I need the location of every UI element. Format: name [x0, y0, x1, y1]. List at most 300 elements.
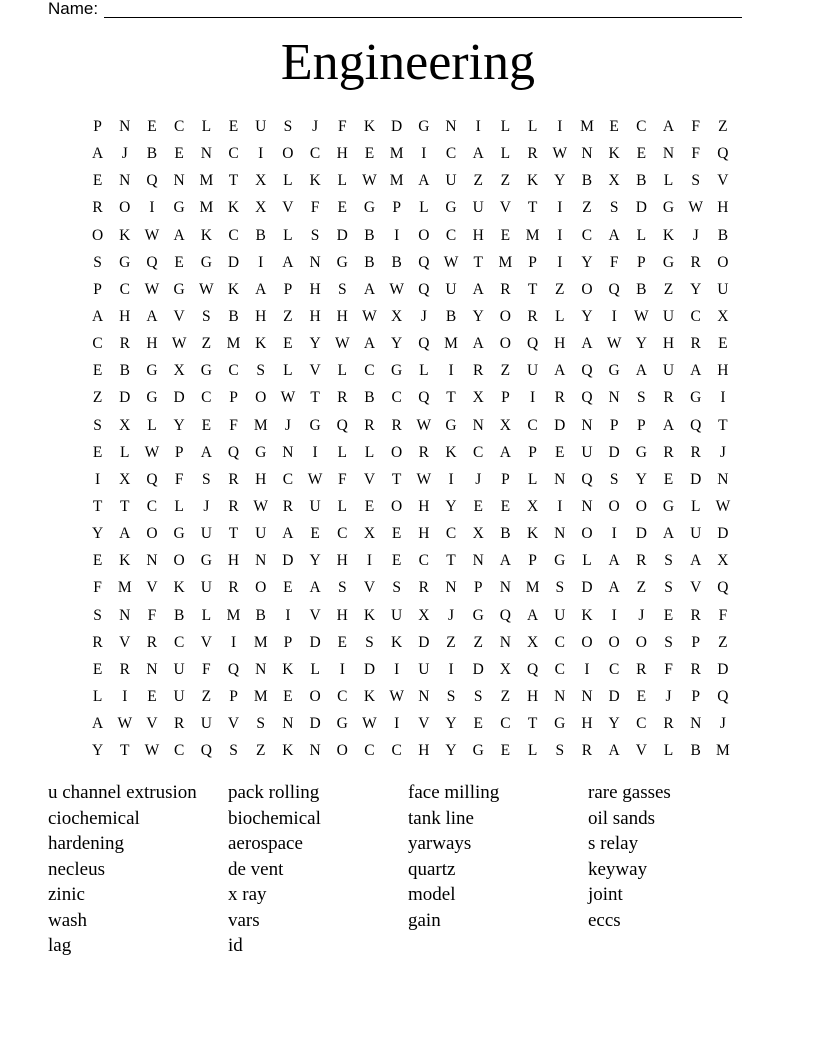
grid-letter[interactable]: J: [121, 145, 128, 163]
grid-letter[interactable]: I: [394, 226, 400, 244]
grid-letter[interactable]: P: [174, 443, 184, 461]
grid-letter[interactable]: M: [389, 145, 404, 163]
grid-letter[interactable]: A: [91, 307, 104, 325]
grid-letter[interactable]: T: [120, 742, 130, 760]
grid-letter[interactable]: C: [228, 226, 239, 244]
grid-letter[interactable]: L: [690, 497, 701, 515]
grid-letter[interactable]: D: [717, 660, 729, 678]
grid-letter[interactable]: L: [364, 443, 375, 461]
grid-letter[interactable]: P: [609, 416, 619, 434]
grid-letter[interactable]: C: [527, 416, 538, 434]
grid-letter[interactable]: S: [691, 172, 701, 190]
grid-letter[interactable]: L: [527, 470, 538, 488]
grid-letter[interactable]: M: [199, 199, 214, 217]
grid-letter[interactable]: W: [144, 443, 160, 461]
grid-letter[interactable]: A: [635, 362, 647, 380]
grid-letter[interactable]: K: [608, 145, 620, 163]
grid-letter[interactable]: O: [499, 307, 511, 325]
grid-letter[interactable]: Q: [227, 443, 240, 461]
grid-letter[interactable]: Z: [555, 280, 565, 298]
grid-letter[interactable]: R: [636, 552, 647, 570]
grid-letter[interactable]: I: [122, 687, 128, 705]
grid-letter[interactable]: D: [690, 470, 702, 488]
grid-letter[interactable]: N: [119, 118, 131, 135]
grid-letter[interactable]: V: [309, 606, 321, 624]
grid-letter[interactable]: L: [283, 172, 293, 190]
grid-letter[interactable]: C: [337, 525, 348, 543]
grid-letter[interactable]: C: [282, 470, 294, 488]
grid-letter[interactable]: E: [500, 226, 511, 244]
grid-letter[interactable]: X: [526, 633, 539, 651]
grid-letter[interactable]: P: [473, 579, 483, 597]
grid-letter[interactable]: I: [394, 660, 400, 678]
grid-letter[interactable]: F: [691, 145, 701, 163]
grid-letter[interactable]: J: [420, 307, 427, 325]
grid-letter[interactable]: H: [336, 307, 348, 325]
grid-letter[interactable]: U: [200, 715, 212, 733]
grid-letter[interactable]: E: [92, 660, 103, 678]
grid-letter[interactable]: X: [391, 307, 403, 325]
grid-letter[interactable]: W: [362, 307, 377, 325]
grid-letter[interactable]: A: [608, 742, 620, 760]
grid-letter[interactable]: K: [282, 742, 294, 760]
grid-letter[interactable]: R: [228, 497, 239, 515]
grid-letter[interactable]: N: [418, 687, 430, 705]
grid-letter[interactable]: J: [312, 118, 319, 135]
grid-letter[interactable]: W: [199, 280, 214, 298]
grid-letter[interactable]: X: [608, 172, 620, 190]
grid-letter[interactable]: Y: [635, 335, 647, 353]
grid-letter[interactable]: J: [448, 606, 455, 624]
grid-letter[interactable]: K: [119, 552, 131, 570]
grid-letter[interactable]: C: [228, 145, 239, 163]
grid-letter[interactable]: Q: [418, 280, 430, 298]
grid-letter[interactable]: I: [611, 525, 617, 543]
grid-letter[interactable]: U: [581, 443, 593, 461]
grid-letter[interactable]: C: [500, 715, 511, 733]
grid-letter[interactable]: Q: [526, 335, 539, 353]
grid-letter[interactable]: W: [389, 280, 404, 298]
grid-letter[interactable]: H: [472, 226, 484, 244]
grid-letter[interactable]: X: [717, 307, 729, 325]
grid-letter[interactable]: G: [363, 199, 376, 217]
grid-letter[interactable]: S: [202, 307, 211, 325]
grid-letter[interactable]: U: [472, 199, 484, 217]
grid-letter[interactable]: A: [608, 579, 620, 597]
grid-letter[interactable]: P: [691, 633, 701, 651]
grid-letter[interactable]: N: [554, 687, 566, 705]
grid-letter[interactable]: P: [691, 687, 701, 705]
grid-letter[interactable]: S: [664, 633, 673, 651]
grid-letter[interactable]: X: [255, 172, 267, 190]
grid-letter[interactable]: V: [146, 715, 158, 733]
grid-letter[interactable]: R: [228, 579, 239, 597]
grid-letter[interactable]: K: [227, 199, 240, 217]
grid-letter[interactable]: K: [662, 226, 675, 244]
grid-letter[interactable]: K: [227, 280, 240, 298]
grid-letter[interactable]: R: [663, 443, 674, 461]
grid-letter[interactable]: L: [663, 172, 674, 190]
grid-letter[interactable]: T: [446, 389, 456, 407]
grid-letter[interactable]: H: [336, 606, 348, 624]
grid-letter[interactable]: C: [554, 633, 565, 651]
grid-letter[interactable]: O: [255, 389, 267, 407]
grid-letter[interactable]: I: [448, 660, 454, 678]
grid-letter[interactable]: O: [282, 145, 294, 163]
grid-letter[interactable]: V: [363, 579, 376, 597]
grid-letter[interactable]: T: [718, 416, 728, 434]
grid-letter[interactable]: A: [282, 253, 294, 271]
grid-letter[interactable]: E: [391, 525, 402, 543]
grid-letter[interactable]: Q: [227, 660, 240, 678]
grid-letter[interactable]: V: [690, 579, 702, 597]
grid-letter[interactable]: E: [609, 118, 619, 135]
grid-letter[interactable]: C: [418, 552, 430, 570]
grid-letter[interactable]: A: [472, 335, 484, 353]
grid-letter[interactable]: X: [418, 606, 430, 624]
grid-letter[interactable]: M: [199, 172, 214, 190]
grid-letter[interactable]: C: [636, 715, 647, 733]
grid-letter[interactable]: W: [117, 715, 133, 733]
grid-letter[interactable]: S: [664, 552, 673, 570]
grid-letter[interactable]: B: [500, 525, 511, 543]
grid-letter[interactable]: I: [584, 660, 590, 678]
grid-letter[interactable]: J: [284, 416, 291, 434]
grid-letter[interactable]: T: [527, 715, 538, 733]
grid-letter[interactable]: B: [364, 253, 375, 271]
grid-letter[interactable]: N: [445, 579, 457, 597]
grid-letter[interactable]: L: [120, 443, 130, 461]
grid-letter[interactable]: H: [581, 715, 593, 733]
grid-letter[interactable]: S: [256, 362, 266, 380]
grid-letter[interactable]: B: [636, 172, 647, 190]
grid-letter[interactable]: H: [418, 742, 430, 760]
grid-letter[interactable]: J: [475, 470, 482, 488]
grid-letter[interactable]: B: [690, 742, 701, 760]
grid-letter[interactable]: L: [174, 497, 184, 515]
grid-letter[interactable]: M: [525, 579, 540, 597]
grid-letter[interactable]: E: [283, 687, 293, 705]
grid-letter[interactable]: V: [146, 579, 158, 597]
grid-letter[interactable]: S: [392, 579, 401, 597]
grid-letter[interactable]: C: [173, 742, 185, 760]
grid-letter[interactable]: W: [443, 253, 459, 271]
grid-letter[interactable]: R: [228, 470, 239, 488]
grid-letter[interactable]: C: [364, 742, 375, 760]
grid-letter[interactable]: N: [200, 145, 212, 163]
grid-letter[interactable]: C: [119, 280, 130, 298]
grid-letter[interactable]: O: [146, 525, 158, 543]
grid-letter[interactable]: B: [636, 280, 647, 298]
grid-letter[interactable]: F: [93, 579, 102, 597]
grid-letter[interactable]: Q: [200, 742, 212, 760]
grid-letter[interactable]: G: [662, 199, 675, 217]
grid-letter[interactable]: W: [171, 335, 187, 353]
grid-letter[interactable]: F: [718, 606, 728, 624]
grid-letter[interactable]: R: [690, 335, 701, 353]
grid-letter[interactable]: X: [717, 552, 729, 570]
grid-letter[interactable]: P: [528, 443, 537, 461]
grid-letter[interactable]: H: [418, 525, 430, 543]
grid-letter[interactable]: N: [499, 579, 511, 597]
grid-letter[interactable]: I: [720, 389, 726, 407]
grid-letter[interactable]: K: [363, 687, 376, 705]
grid-letter[interactable]: L: [527, 742, 538, 760]
grid-letter[interactable]: C: [309, 145, 321, 163]
grid-letter[interactable]: D: [608, 687, 620, 705]
grid-letter[interactable]: T: [446, 552, 456, 570]
grid-letter[interactable]: I: [475, 118, 481, 135]
grid-letter[interactable]: W: [144, 280, 160, 298]
grid-letter[interactable]: A: [363, 280, 376, 298]
grid-letter[interactable]: K: [526, 172, 539, 190]
grid-letter[interactable]: G: [418, 118, 430, 135]
grid-letter[interactable]: I: [312, 443, 318, 461]
grid-letter[interactable]: E: [555, 443, 565, 461]
grid-letter[interactable]: U: [173, 660, 185, 678]
grid-letter[interactable]: R: [690, 443, 701, 461]
grid-letter[interactable]: A: [309, 579, 321, 597]
grid-letter[interactable]: Y: [445, 715, 457, 733]
grid-letter[interactable]: N: [499, 633, 511, 651]
grid-letter[interactable]: U: [255, 525, 267, 543]
grid-letter[interactable]: B: [255, 606, 266, 624]
grid-letter[interactable]: G: [146, 362, 158, 380]
grid-letter[interactable]: O: [255, 579, 267, 597]
grid-letter[interactable]: L: [201, 118, 212, 135]
grid-letter[interactable]: N: [146, 660, 158, 678]
grid-letter[interactable]: E: [364, 497, 375, 515]
grid-letter[interactable]: G: [200, 552, 212, 570]
grid-letter[interactable]: O: [608, 633, 620, 651]
grid-letter[interactable]: R: [690, 606, 701, 624]
grid-letter[interactable]: K: [445, 443, 457, 461]
grid-letter[interactable]: B: [364, 226, 375, 244]
grid-letter[interactable]: W: [606, 335, 622, 353]
grid-letter[interactable]: Q: [418, 335, 430, 353]
grid-letter[interactable]: L: [500, 118, 511, 135]
grid-letter[interactable]: A: [499, 443, 511, 461]
grid-letter[interactable]: Q: [690, 416, 702, 434]
grid-letter[interactable]: W: [552, 145, 568, 163]
grid-letter[interactable]: G: [554, 552, 566, 570]
grid-letter[interactable]: V: [119, 633, 131, 651]
grid-letter[interactable]: D: [581, 579, 593, 597]
grid-letter[interactable]: Z: [582, 199, 592, 217]
grid-letter[interactable]: P: [392, 199, 401, 217]
grid-letter[interactable]: I: [149, 199, 155, 217]
grid-letter[interactable]: D: [309, 633, 321, 651]
grid-letter[interactable]: H: [309, 280, 321, 298]
grid-letter[interactable]: L: [527, 118, 538, 135]
grid-letter[interactable]: I: [366, 552, 373, 570]
grid-letter[interactable]: V: [227, 715, 240, 733]
grid-letter[interactable]: U: [662, 307, 675, 325]
grid-letter[interactable]: M: [117, 579, 132, 597]
grid-letter[interactable]: R: [663, 389, 674, 407]
grid-letter[interactable]: U: [418, 660, 430, 678]
grid-letter[interactable]: L: [201, 606, 212, 624]
grid-letter[interactable]: F: [337, 118, 347, 135]
grid-letter[interactable]: H: [717, 199, 729, 217]
grid-letter[interactable]: H: [119, 307, 131, 325]
grid-letter[interactable]: C: [146, 497, 158, 515]
grid-letter[interactable]: S: [555, 742, 565, 760]
grid-letter[interactable]: O: [391, 497, 403, 515]
grid-letter[interactable]: T: [527, 199, 538, 217]
grid-letter[interactable]: L: [419, 362, 429, 380]
grid-letter[interactable]: R: [527, 145, 538, 163]
grid-letter[interactable]: S: [609, 470, 619, 488]
grid-letter[interactable]: K: [363, 606, 376, 624]
grid-letter[interactable]: X: [472, 389, 484, 407]
grid-letter[interactable]: R: [581, 742, 593, 760]
grid-letter[interactable]: L: [92, 687, 103, 705]
grid-letter[interactable]: Q: [581, 470, 593, 488]
grid-letter[interactable]: P: [229, 389, 238, 407]
grid-letter[interactable]: U: [445, 280, 457, 298]
grid-letter[interactable]: S: [637, 389, 646, 407]
grid-letter[interactable]: T: [228, 172, 239, 190]
grid-letter[interactable]: U: [445, 172, 457, 190]
grid-letter[interactable]: T: [228, 525, 239, 543]
grid-letter[interactable]: Y: [690, 280, 702, 298]
grid-letter[interactable]: M: [226, 606, 241, 624]
grid-letter[interactable]: Q: [717, 145, 729, 163]
grid-letter[interactable]: O: [717, 253, 729, 271]
grid-letter[interactable]: Q: [336, 416, 348, 434]
grid-letter[interactable]: N: [554, 470, 566, 488]
grid-letter[interactable]: Y: [581, 307, 593, 325]
grid-letter[interactable]: S: [93, 606, 102, 624]
grid-letter[interactable]: T: [391, 470, 402, 488]
grid-letter[interactable]: D: [173, 389, 185, 407]
grid-letter[interactable]: G: [309, 416, 321, 434]
grid-letter[interactable]: H: [717, 362, 729, 380]
grid-letter[interactable]: C: [473, 443, 484, 461]
grid-letter[interactable]: A: [499, 552, 511, 570]
grid-letter[interactable]: R: [527, 307, 538, 325]
grid-letter[interactable]: C: [445, 145, 457, 163]
grid-letter[interactable]: R: [690, 253, 701, 271]
grid-letter[interactable]: P: [283, 280, 293, 298]
grid-letter[interactable]: K: [200, 226, 212, 244]
grid-letter[interactable]: R: [119, 660, 130, 678]
grid-letter[interactable]: R: [146, 633, 158, 651]
grid-letter[interactable]: E: [391, 552, 402, 570]
grid-letter[interactable]: A: [200, 443, 212, 461]
grid-letter[interactable]: S: [365, 633, 374, 651]
grid-letter[interactable]: U: [200, 579, 212, 597]
grid-letter[interactable]: G: [173, 280, 185, 298]
grid-letter[interactable]: N: [282, 443, 294, 461]
grid-letter[interactable]: P: [637, 253, 646, 271]
grid-letter[interactable]: C: [92, 335, 103, 353]
grid-letter[interactable]: A: [608, 226, 620, 244]
grid-letter[interactable]: G: [200, 253, 212, 271]
grid-letter[interactable]: N: [472, 416, 484, 434]
grid-letter[interactable]: U: [662, 362, 675, 380]
grid-letter[interactable]: A: [662, 416, 675, 434]
grid-letter[interactable]: C: [391, 742, 402, 760]
grid-letter[interactable]: K: [119, 226, 131, 244]
grid-letter[interactable]: A: [526, 606, 539, 624]
grid-letter[interactable]: R: [92, 633, 103, 651]
grid-letter[interactable]: B: [228, 307, 239, 325]
grid-letter[interactable]: Q: [608, 280, 620, 298]
grid-letter[interactable]: S: [446, 687, 456, 705]
grid-letter[interactable]: C: [364, 362, 375, 380]
grid-letter[interactable]: M: [253, 633, 268, 651]
grid-letter[interactable]: R: [418, 443, 430, 461]
grid-letter[interactable]: R: [119, 335, 130, 353]
grid-letter[interactable]: A: [608, 552, 620, 570]
grid-letter[interactable]: O: [635, 633, 647, 651]
grid-letter[interactable]: E: [174, 253, 184, 271]
grid-letter[interactable]: A: [146, 307, 158, 325]
grid-letter[interactable]: I: [557, 118, 563, 135]
grid-letter[interactable]: I: [394, 715, 400, 733]
grid-letter[interactable]: E: [283, 579, 293, 597]
grid-letter[interactable]: D: [282, 552, 294, 570]
grid-letter[interactable]: K: [255, 335, 267, 353]
grid-letter[interactable]: A: [472, 280, 484, 298]
grid-letter[interactable]: H: [526, 687, 539, 705]
grid-letter[interactable]: N: [146, 552, 158, 570]
grid-letter[interactable]: I: [285, 606, 291, 624]
grid-letter[interactable]: U: [173, 687, 185, 705]
grid-letter[interactable]: E: [92, 443, 103, 461]
grid-letter[interactable]: G: [445, 199, 457, 217]
grid-letter[interactable]: W: [334, 335, 350, 353]
grid-letter[interactable]: J: [719, 443, 726, 461]
grid-letter[interactable]: D: [363, 660, 376, 678]
grid-letter[interactable]: V: [635, 742, 647, 760]
grid-letter[interactable]: I: [557, 199, 563, 217]
grid-letter[interactable]: T: [310, 389, 320, 407]
grid-letter[interactable]: X: [472, 525, 484, 543]
grid-letter[interactable]: Y: [608, 715, 620, 733]
grid-letter[interactable]: X: [173, 362, 185, 380]
grid-letter[interactable]: L: [663, 742, 674, 760]
grid-letter[interactable]: T: [473, 253, 483, 271]
grid-letter[interactable]: J: [719, 715, 726, 733]
grid-letter[interactable]: I: [230, 633, 237, 651]
grid-letter[interactable]: V: [418, 715, 430, 733]
grid-letter[interactable]: E: [310, 525, 320, 543]
grid-letter[interactable]: G: [472, 742, 484, 760]
grid-letter[interactable]: X: [119, 470, 131, 488]
grid-letter[interactable]: W: [253, 497, 269, 515]
grid-letter[interactable]: N: [717, 470, 729, 488]
grid-letter[interactable]: I: [557, 497, 563, 515]
grid-letter[interactable]: V: [282, 199, 294, 217]
grid-letter[interactable]: N: [445, 118, 457, 135]
grid-letter[interactable]: Y: [173, 416, 185, 434]
grid-letter[interactable]: E: [228, 118, 239, 135]
grid-letter[interactable]: N: [554, 525, 566, 543]
grid-letter[interactable]: P: [528, 253, 537, 271]
grid-letter[interactable]: Q: [581, 362, 593, 380]
grid-letter[interactable]: N: [119, 172, 131, 190]
grid-letter[interactable]: P: [637, 416, 646, 434]
grid-letter[interactable]: L: [337, 497, 348, 515]
grid-letter[interactable]: A: [554, 362, 566, 380]
grid-letter[interactable]: Z: [92, 389, 103, 407]
grid-letter[interactable]: D: [418, 633, 430, 651]
grid-letter[interactable]: A: [472, 145, 484, 163]
grid-letter[interactable]: A: [91, 145, 104, 163]
